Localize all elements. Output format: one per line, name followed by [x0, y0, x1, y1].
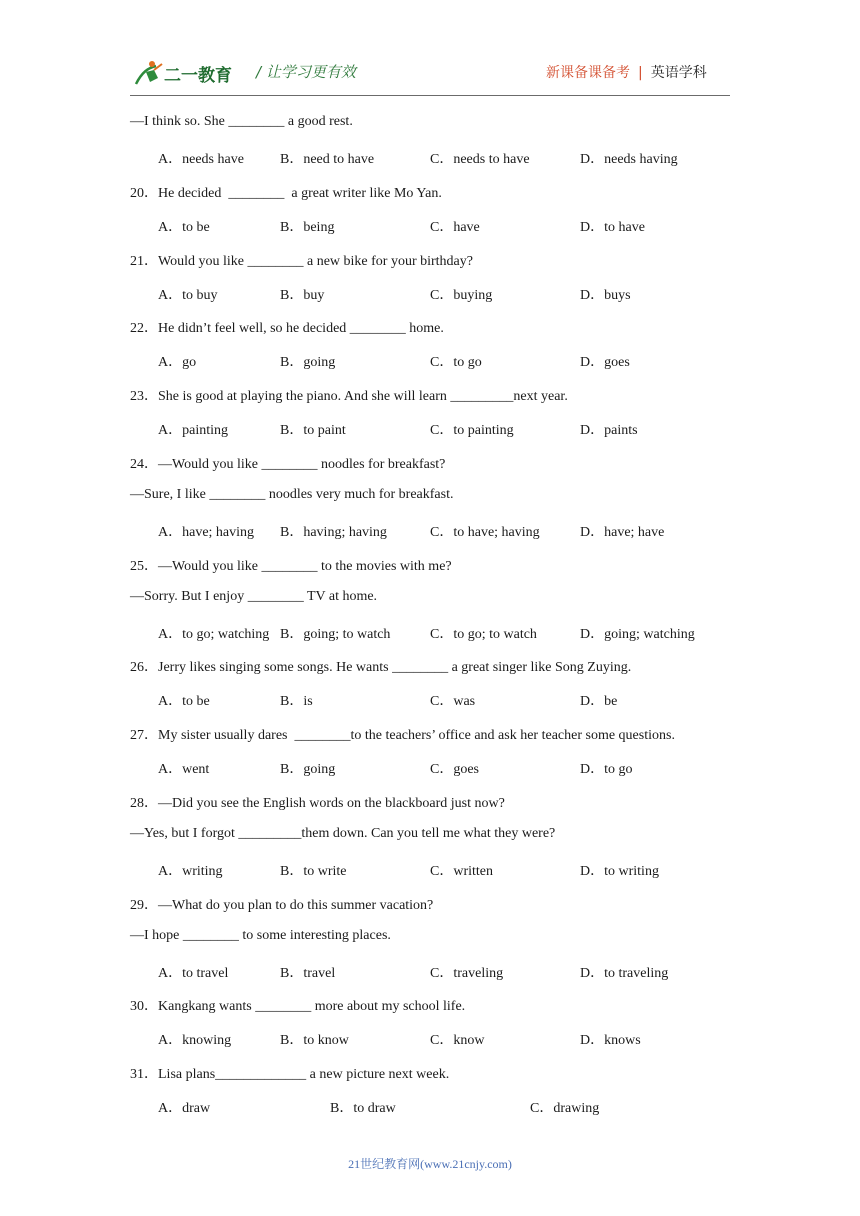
header-subject: 英语学科: [650, 65, 707, 81]
answer-option: C．to go: [430, 355, 482, 371]
answer-option: C．written: [430, 863, 493, 879]
answer-option: D．have; have: [580, 524, 665, 540]
answer-option: A．writing: [158, 863, 223, 879]
question-text: 23．She is good at playing the piano. And she will learn _________next year.: [130, 389, 568, 405]
answer-option: D．going; watching: [580, 626, 695, 642]
question-text: 24．—Would you like ________ noodles for breakfast?: [130, 457, 446, 472]
header-tag: 新课备课备考: [546, 65, 630, 81]
answer-option: D．to traveling: [580, 965, 669, 981]
question-text: —Sorry. But I enjoy ________ TV at home.: [130, 588, 378, 604]
answer-option: C．was: [430, 694, 476, 710]
answer-option: B．travel: [280, 965, 336, 981]
question-text: 28．—Did you see the English words on the blackboard just now?: [130, 796, 505, 811]
logo-text: 二一教育: [164, 66, 232, 86]
question-text: 31．Lisa plans_____________ a new picture next week.: [130, 1067, 450, 1083]
answer-option: B．going: [280, 762, 336, 778]
answer-option: A．to travel: [158, 965, 229, 981]
answer-option: C．to have; having: [430, 524, 540, 540]
answer-option: C．needs to have: [430, 151, 530, 167]
answer-option: A．needs have: [158, 151, 244, 167]
answer-option: C．goes: [430, 762, 479, 778]
answer-option: B．need to have: [280, 151, 375, 167]
answer-option: B．to write: [280, 863, 347, 879]
answer-option: D．goes: [580, 355, 630, 371]
answer-option: D．needs having: [580, 151, 678, 167]
question-text: 20．He decided ________ a great writer like Mo Yan.: [130, 185, 442, 201]
answer-option: B．is: [280, 694, 313, 710]
answer-option: B．being: [280, 219, 335, 235]
answer-option: D．to writing: [580, 863, 659, 879]
answer-option: A．knowing: [158, 1033, 232, 1049]
question-text: —I hope ________ to some interesting places.: [130, 927, 391, 943]
header-separator: |: [638, 65, 643, 81]
answer-option: B．going; to watch: [280, 626, 391, 642]
answer-option: C．traveling: [430, 965, 504, 981]
answer-option: B．to paint: [280, 423, 346, 439]
question-text: —Yes, but I forgot _________them down. Can you tell me what they were?: [130, 825, 556, 841]
answer-option: C．buying: [430, 287, 493, 303]
question-text: 25．—Would you like ________ to the movies with me?: [130, 558, 452, 574]
header-right: [546, 62, 707, 82]
answer-option: A．draw: [158, 1101, 211, 1117]
answer-option: A．to go; watching: [158, 626, 270, 642]
answer-option: A．went: [158, 762, 210, 778]
answer-option: B．going: [280, 355, 336, 371]
question-text: 30．Kangkang wants ________ more about my school life.: [130, 999, 466, 1015]
answer-option: D．to go: [580, 762, 633, 778]
logo-icon: [132, 58, 242, 88]
answer-option: C．know: [430, 1033, 485, 1049]
answer-option: D．paints: [580, 423, 638, 439]
answer-option: A．to be: [158, 694, 210, 710]
header-rule: [130, 95, 730, 96]
question-text: 29．—What do you plan to do this summer vacation?: [130, 897, 434, 913]
answer-option: A．painting: [158, 423, 228, 439]
answer-option: D．knows: [580, 1033, 641, 1049]
question-text: 21．Would you like ________ a new bike for your birthday?: [130, 253, 473, 269]
question-text: 26．Jerry likes singing some songs. He wants ________ a great singer like Song Zuying.: [130, 660, 632, 676]
answer-option: A．to be: [158, 219, 210, 235]
question-text: 22．He didn’t feel well, so he decided ________ home.: [130, 321, 444, 337]
answer-option: D．be: [580, 694, 618, 710]
answer-option: B．to know: [280, 1033, 349, 1049]
answer-option: D．to have: [580, 219, 645, 235]
answer-option: B．buy: [280, 287, 325, 303]
answer-option: D．buys: [580, 287, 631, 303]
answer-option: A．have; having: [158, 524, 255, 540]
page-footer: 21世纪教育网(www.21cnjy.com): [348, 1157, 512, 1171]
question-text: —I think so. She ________ a good rest.: [130, 114, 353, 129]
slogan: / 让学习更有效: [256, 63, 356, 81]
page-header: [0, 0, 860, 100]
answer-option: A．to buy: [158, 287, 218, 303]
answer-option: A．go: [158, 355, 197, 371]
answer-option: C．have: [430, 219, 480, 235]
answer-option: B．to draw: [330, 1101, 396, 1117]
answer-option: B．having; having: [280, 524, 387, 540]
answer-option: C．drawing: [530, 1101, 600, 1117]
answer-option: C．to go; to watch: [430, 626, 537, 642]
question-text: —Sure, I like ________ noodles very much for breakfast.: [130, 486, 454, 502]
question-text: 27．My sister usually dares ________to the teachers’ office and ask her teacher some questions.: [130, 728, 675, 744]
answer-option: C．to painting: [430, 423, 514, 439]
